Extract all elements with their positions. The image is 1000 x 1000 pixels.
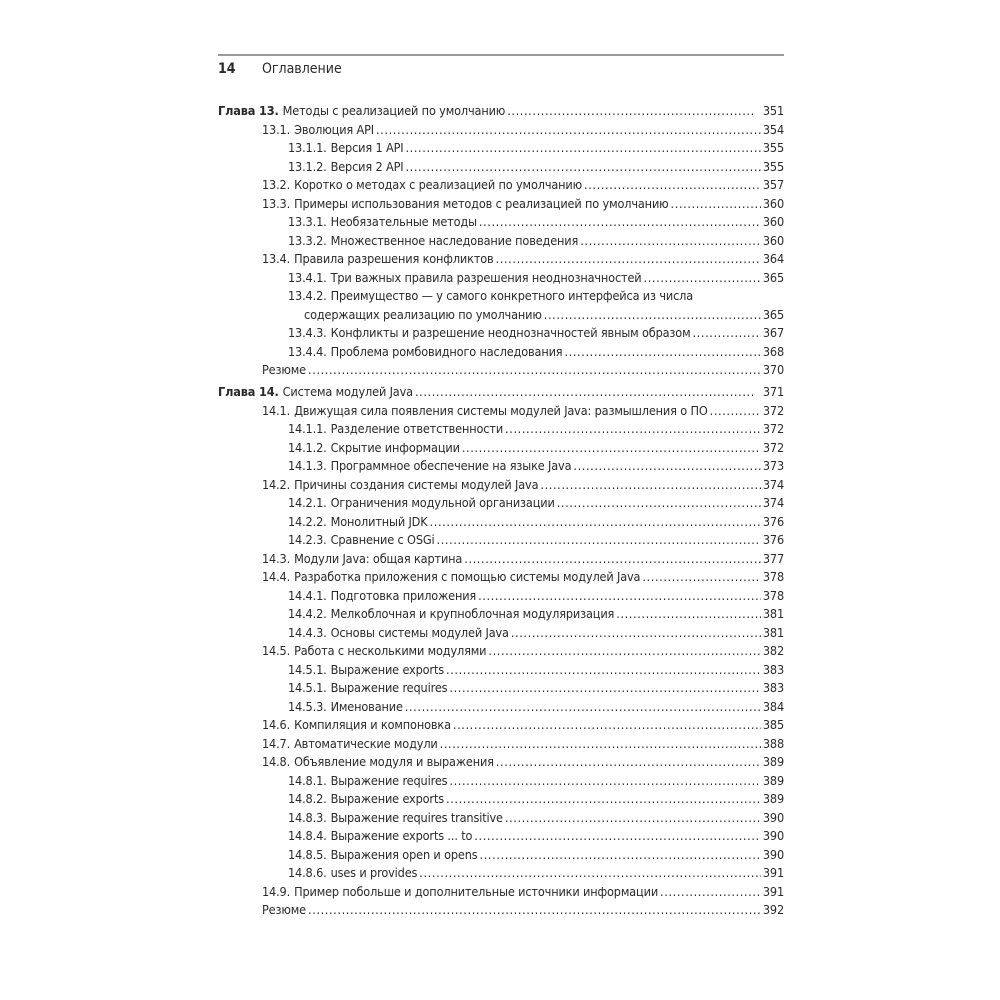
dot-leader xyxy=(573,457,760,476)
page-ref: 378 xyxy=(762,587,784,603)
dot-leader xyxy=(464,550,761,569)
section-title: Эволюция API xyxy=(294,121,374,137)
section-number: 13.4.3. xyxy=(288,325,327,340)
dot-leader xyxy=(449,772,760,791)
section-number: 13.4.2. xyxy=(288,288,327,303)
section-number: 13.1. xyxy=(262,121,291,137)
section-title: Необязательные методы xyxy=(330,214,477,229)
dot-leader xyxy=(478,587,761,606)
section-title: Автоматические модули xyxy=(294,735,438,751)
page-ref: 384 xyxy=(762,698,784,714)
dot-leader xyxy=(488,642,760,661)
section-number: 14.2.1. xyxy=(288,495,327,510)
section-title: Сравнение с OSGi xyxy=(330,532,435,547)
page-ref: 383 xyxy=(762,661,784,677)
section-title: Примеры использования методов с реализацией по умолчанию xyxy=(294,195,669,211)
toc-entry-row[interactable] xyxy=(218,846,784,865)
toc-entry-row[interactable] xyxy=(218,287,784,306)
dot-leader xyxy=(507,102,753,121)
toc-entry-row[interactable] xyxy=(218,420,784,439)
toc-entry-row[interactable] xyxy=(218,698,784,717)
toc-entry-row[interactable] xyxy=(218,457,784,476)
page-ref: 381 xyxy=(762,624,784,640)
page-number: 14 xyxy=(218,61,236,77)
section-title: Мелкоблочная и крупноблочная модуляризация xyxy=(330,606,615,621)
section-number: 13.3.1. xyxy=(288,214,327,229)
section-title: Резюме xyxy=(262,362,306,377)
dot-leader xyxy=(376,121,761,140)
section-title: Основы системы модулей Java xyxy=(330,624,509,640)
page-ref: 367 xyxy=(762,325,784,340)
section-number: 14.5. xyxy=(262,643,291,658)
dot-leader xyxy=(405,698,761,717)
section-title: Движущая сила появления системы модулей Java: размышления о ПО xyxy=(294,402,708,418)
section-number: 14.4.2. xyxy=(288,606,327,621)
section-number: 14.8.3. xyxy=(288,809,327,825)
section-title: Выражение exports xyxy=(330,661,444,677)
page-ref: 376 xyxy=(762,532,784,547)
dot-leader xyxy=(440,735,761,754)
toc-entry-row[interactable] xyxy=(218,568,784,587)
section-title: Выражение requires xyxy=(330,772,448,788)
section-title: Монолитный JDK xyxy=(330,513,428,529)
toc-entry-row[interactable] xyxy=(218,195,784,214)
dot-leader xyxy=(584,176,761,195)
toc-entry-row[interactable] xyxy=(218,361,784,380)
dot-leader xyxy=(511,624,761,643)
dot-leader xyxy=(415,383,753,402)
section-number: 13.4. xyxy=(262,251,291,266)
page-ref: 376 xyxy=(762,513,784,529)
dot-leader xyxy=(405,139,760,158)
section-title: Разработка приложения с помощью системы модулей Java xyxy=(294,569,641,584)
dot-leader xyxy=(660,883,761,902)
toc-entry-row[interactable] xyxy=(218,513,784,532)
section-number: 13.4.4. xyxy=(288,343,327,359)
toc-entry-row[interactable] xyxy=(218,158,784,177)
page-ref: 373 xyxy=(762,458,784,473)
page-ref: 364 xyxy=(762,251,784,266)
page-ref: 383 xyxy=(762,680,784,695)
page-ref: 374 xyxy=(762,476,784,492)
toc-entry-row[interactable] xyxy=(218,624,784,643)
page-ref: 368 xyxy=(762,343,784,359)
page-ref: 360 xyxy=(762,232,784,248)
section-title: Работа с несколькими модулями xyxy=(294,643,487,658)
toc-entry-row[interactable] xyxy=(218,402,784,421)
dot-leader xyxy=(505,809,761,828)
section-title: Преимущество — у самого конкретного интерфейса из числа xyxy=(330,288,694,303)
toc-entry-row[interactable] xyxy=(218,901,784,920)
section-number: 14.5.3. xyxy=(288,698,327,714)
toc-entry-row[interactable] xyxy=(218,735,784,754)
dot-leader xyxy=(644,269,761,288)
toc-entry-row[interactable] xyxy=(218,587,784,606)
toc-entry-row[interactable] xyxy=(218,269,784,288)
section-number: 14.2.2. xyxy=(288,513,327,529)
page-ref: 392 xyxy=(762,902,784,917)
dot-leader xyxy=(449,679,760,698)
page-ref: 357 xyxy=(762,177,784,192)
page-ref: 351 xyxy=(762,103,784,118)
dot-leader xyxy=(496,753,761,772)
page-ref: 355 xyxy=(762,158,784,174)
section-number: 14.6. xyxy=(262,717,291,732)
page-ref: 391 xyxy=(762,883,784,899)
section-title: Система модулей Java xyxy=(282,384,413,399)
dot-leader xyxy=(671,195,761,214)
toc-entry-row[interactable] xyxy=(218,827,784,846)
section-title-continuation: содержащих реализацию по умолчанию xyxy=(304,306,542,322)
toc-entry-row[interactable] xyxy=(218,343,784,362)
section-title: Модули Java: общая картина xyxy=(294,550,463,566)
running-title: Оглавление xyxy=(262,61,342,77)
toc-entry-row[interactable] xyxy=(218,883,784,902)
section-number: 14.8.4. xyxy=(288,828,327,843)
section-title: Множественное наследование поведения xyxy=(330,232,579,248)
page-ref: 389 xyxy=(762,772,784,788)
section-title: uses и provides xyxy=(330,865,418,880)
section-number: 13.1.1. xyxy=(288,140,327,155)
dot-leader xyxy=(474,827,761,846)
dot-leader xyxy=(437,531,761,550)
header-rule xyxy=(218,54,784,56)
section-title: Объявление модуля и выражения xyxy=(294,754,494,769)
page-ref: 370 xyxy=(762,362,784,377)
dot-leader xyxy=(580,232,761,251)
section-title: Версия 1 API xyxy=(330,140,404,155)
page-ref: 391 xyxy=(762,865,784,880)
dot-leader xyxy=(419,864,761,883)
section-number: 14.7. xyxy=(262,735,291,751)
toc-entry-row[interactable] xyxy=(218,642,784,661)
toc-entry-row[interactable] xyxy=(218,476,784,495)
section-title: Три важных правила разрешения неоднозначностей xyxy=(330,269,642,285)
section-title: Коротко о методах с реализацией по умолчанию xyxy=(294,177,583,192)
toc-entry-row[interactable] xyxy=(218,661,784,680)
section-number: 14.4. xyxy=(262,569,291,584)
dot-leader xyxy=(710,402,761,421)
dot-leader xyxy=(480,846,761,865)
toc-entry-row[interactable] xyxy=(218,250,784,269)
section-number: 14.4.3. xyxy=(288,624,327,640)
page-ref: 390 xyxy=(762,846,784,862)
section-title: Выражения open и opens xyxy=(330,846,478,862)
section-title: Выражение exports xyxy=(330,791,444,806)
section-number: 14.5.1. xyxy=(288,661,327,677)
page-ref: 355 xyxy=(762,140,784,155)
page-ref: 354 xyxy=(762,121,784,137)
page-ref: 360 xyxy=(762,214,784,229)
section-title: Резюме xyxy=(262,902,306,917)
toc-chapter-row[interactable] xyxy=(218,102,784,121)
section-number: 14.3. xyxy=(262,550,291,566)
dot-leader xyxy=(496,250,761,269)
toc-entry-continuation xyxy=(218,306,784,325)
dot-leader xyxy=(308,901,761,920)
section-number: 14.8. xyxy=(262,754,291,769)
section-title: Причины создания системы модулей Java xyxy=(294,476,539,492)
page-ref: 371 xyxy=(762,384,784,399)
toc-entry-row[interactable] xyxy=(218,213,784,232)
dot-leader xyxy=(462,439,761,458)
page-ref: 365 xyxy=(762,306,784,322)
dot-leader xyxy=(308,361,761,380)
section-number: 14.8.2. xyxy=(288,791,327,806)
section-title: Программное обеспечение на языке Java xyxy=(330,458,572,473)
section-number: 14.2. xyxy=(262,476,291,492)
section-title: Подготовка приложения xyxy=(330,587,477,603)
dot-leader xyxy=(540,476,760,495)
section-number: 14.8.6. xyxy=(288,865,327,880)
section-title: Методы с реализацией по умолчанию xyxy=(282,103,506,118)
toc-entry-row[interactable] xyxy=(218,753,784,772)
toc-entry-row[interactable] xyxy=(218,439,784,458)
section-number: 13.4.1. xyxy=(288,269,327,285)
toc-entry-row[interactable] xyxy=(218,772,784,791)
section-title: Скрытие информации xyxy=(330,439,460,455)
toc-entry-row[interactable] xyxy=(218,324,784,343)
dot-leader xyxy=(692,324,760,343)
toc-entry-row[interactable] xyxy=(218,139,784,158)
page-ref: 389 xyxy=(762,754,784,769)
toc-entry-row[interactable] xyxy=(218,494,784,513)
dot-leader xyxy=(505,420,761,439)
dot-leader xyxy=(446,790,761,809)
dot-leader xyxy=(557,494,761,513)
toc-entry-row[interactable] xyxy=(218,531,784,550)
toc-entry-row[interactable] xyxy=(218,809,784,828)
section-title: Конфликты и разрешение неоднозначностей явным образом xyxy=(330,325,691,340)
section-number: 13.2. xyxy=(262,177,291,192)
section-number: 13.1.2. xyxy=(288,158,327,174)
toc-entry-row[interactable] xyxy=(218,790,784,809)
chapter-label: Глава 13. xyxy=(218,103,279,118)
section-title: Ограничения модульной организации xyxy=(330,495,555,510)
section-title: Именование xyxy=(330,698,403,714)
section-title: Проблема ромбовидного наследования xyxy=(330,343,563,359)
section-title: Пример побольше и дополнительные источники информации xyxy=(294,883,659,899)
page-ref: 372 xyxy=(762,402,784,418)
table-of-contents xyxy=(218,102,784,920)
page-ref: 382 xyxy=(762,643,784,658)
dot-leader xyxy=(446,661,761,680)
section-number: 14.9. xyxy=(262,883,291,899)
toc-entry-row[interactable] xyxy=(218,679,784,698)
page-ref: 374 xyxy=(762,495,784,510)
toc-entry-row[interactable] xyxy=(218,605,784,624)
section-title: Выражение exports ... to xyxy=(330,828,473,843)
toc-chapter-row[interactable] xyxy=(218,383,784,402)
toc-entry-row[interactable] xyxy=(218,864,784,883)
section-number: 14.8.1. xyxy=(288,772,327,788)
page-ref: 390 xyxy=(762,828,784,843)
page-ref: 360 xyxy=(762,195,784,211)
dot-leader xyxy=(564,343,760,362)
section-title: Выражение requires xyxy=(330,680,448,695)
page-ref: 372 xyxy=(762,421,784,436)
dot-leader xyxy=(453,716,761,735)
page-ref: 381 xyxy=(762,606,784,621)
section-number: 14.1.3. xyxy=(288,458,327,473)
dot-leader xyxy=(479,213,761,232)
section-title: Компиляция и компоновка xyxy=(294,717,451,732)
page-ref: 389 xyxy=(762,791,784,806)
toc-entry-row[interactable] xyxy=(218,176,784,195)
section-title: Выражение requires transitive xyxy=(330,809,503,825)
section-title: Версия 2 API xyxy=(330,158,404,174)
page-ref: 388 xyxy=(762,735,784,751)
section-title: Разделение ответственности xyxy=(330,421,504,436)
page-ref: 378 xyxy=(762,569,784,584)
section-number: 14.1. xyxy=(262,402,291,418)
dot-leader xyxy=(616,605,761,624)
dot-leader xyxy=(642,568,760,587)
dot-leader xyxy=(430,513,761,532)
section-number: 14.5.1. xyxy=(288,680,327,695)
toc-entry-row[interactable] xyxy=(218,550,784,569)
page-ref: 372 xyxy=(762,439,784,455)
section-number: 14.2.3. xyxy=(288,532,327,547)
section-title: Правила разрешения конфликтов xyxy=(294,251,494,266)
page-ref: 390 xyxy=(762,809,784,825)
toc-entry-row[interactable] xyxy=(218,716,784,735)
dot-leader xyxy=(544,306,761,325)
section-number: 14.1.2. xyxy=(288,439,327,455)
dot-leader xyxy=(405,158,760,177)
toc-entry-row[interactable] xyxy=(218,232,784,251)
section-number: 14.1.1. xyxy=(288,421,327,436)
page-ref: 385 xyxy=(762,717,784,732)
section-number: 13.3. xyxy=(262,195,291,211)
page-ref: 365 xyxy=(762,269,784,285)
chapter-label: Глава 14. xyxy=(218,384,279,399)
page-ref: 377 xyxy=(762,550,784,566)
toc-entry-row[interactable] xyxy=(218,121,784,140)
section-number: 14.4.1. xyxy=(288,587,327,603)
section-number: 13.3.2. xyxy=(288,232,327,248)
section-number: 14.8.5. xyxy=(288,846,327,862)
